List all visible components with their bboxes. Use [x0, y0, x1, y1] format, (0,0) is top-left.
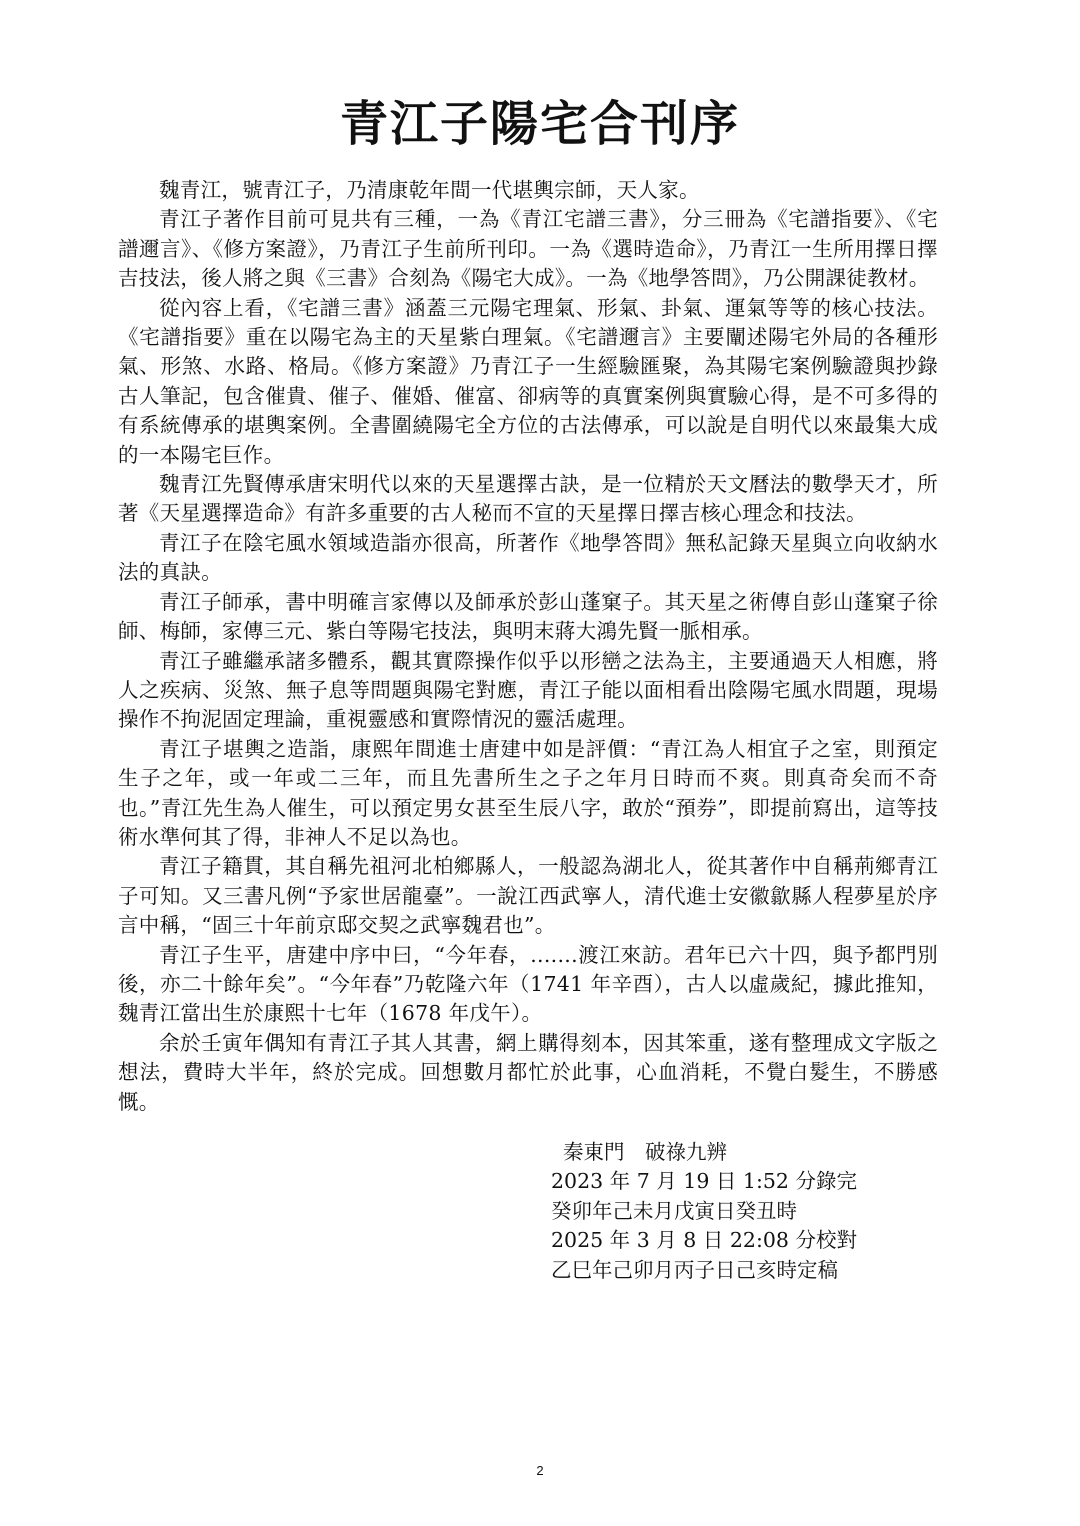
paragraph: 青江子在陰宅風水領域造詣亦很高，所著作《地學答問》無私記錄天星與立向收納水法的真訣。 — [118, 530, 938, 585]
paragraph: 青江子師承，書中明確言家傳以及師承於彭山蓬窠子。其天星之術傳自彭山蓬窠子徐師、梅師，家傳三元、紫白等陽宅技法，與明末蔣大鴻先賢一脈相承。 — [118, 589, 938, 644]
signature-ganzhi-final: 乙巳年己卯月丙子日己亥時定稿 — [551, 1257, 838, 1282]
paragraph: 青江子籍貫，其自稱先祖河北柏鄉縣人，一般認為湖北人，從其著作中自稱荊鄉青江子可知。又三書凡例“予家世居龍臺”。一說江西武寧人，清代進士安徽歙縣人程夢星於序言中稱，“固三十年前京邸交契之武寧魏君也”。 — [118, 854, 938, 938]
signature-author: 秦東門 破祿九辨 — [563, 1140, 727, 1164]
paragraph: 青江子雖繼承諸多體系，觀其實際操作似乎以形巒之法為主，主要通過天人相應，將人之疾病、災煞、無子息等問題與陽宅對應，青江子能以面相看出陰陽宅風水問題，現場操作不拘泥固定理論，重視靈感和實際情況的靈活處理。 — [118, 648, 938, 732]
paragraph: 魏青江，號青江子，乃清康乾年間一代堪輿宗師，天人家。 — [159, 178, 700, 202]
paragraph: 余於壬寅年偶知有青江子其人其書，網上購得刻本，因其笨重，遂有整理成文字版之想法，費時大半年，終於完成。回想數月都忙於此事，心血消耗，不覺白髮生，不勝感慨。 — [118, 1030, 938, 1114]
signature-block — [551, 1138, 971, 1285]
preface-body — [118, 176, 938, 1117]
page-number: 2 — [536, 1463, 544, 1478]
paragraph: 魏青江先賢傳承唐宋明代以來的天星選擇古訣，是一位精於天文曆法的數學天才，所著《天星選擇造命》有許多重要的古人秘而不宣的天星擇日擇吉核心理念和技法。 — [118, 472, 938, 526]
paragraph: 青江子堪輿之造詣，康熙年間進士唐建中如是評價：“青江為人相宜子之室，則預定生子之年，或一年或二三年，而且先書所生之子之年月日時而不爽。則真奇矣而不奇也。”青江先生為人催生，可以預定男女甚至生辰八字，敢於“預券”，即提前寫出，這等技術水準何其了得，非神人不足以為也。 — [118, 736, 938, 849]
paragraph: 從內容上看，《宅譜三書》涵蓋三元陽宅理氣、形氣、卦氣、運氣等等的核心技法。《宅譜指要》重在以陽宅為主的天星紫白理氣。《宅譜邇言》主要闡述陽宅外局的各種形氣、形煞、水路、格局。《修方案證》乃青江子一生經驗匯聚，為其陽宅案例驗證與抄錄古人筆記，包含催貴、催子、催婚、催富、卻病等的真實案例與實驗心得，是不可多得的有系統傳承的堪輿案例。全書圍繞陽宅全方位的古法傳承，可以說是自明代以來最集大成的一本陽宅巨作。 — [118, 295, 938, 467]
document-title: 青江子陽宅合刊序 — [339, 96, 740, 152]
signature-ganzhi-recorded: 癸卯年己未月戊寅日癸丑時 — [551, 1198, 797, 1223]
signature-date-proofread: 2025 年 3 月 8 日 22:08 分校對 — [551, 1228, 857, 1253]
paragraph: 青江子生平，唐建中序中曰，“今年春，.......渡江來訪。君年已六十四，與予都門別後，亦二十餘年矣”。“今年春”乃乾隆六年（1741 年辛酉），古人以虛歲紀，據此推知，魏青江當出生於康熙十七年（1678 年戊午）。 — [118, 942, 938, 1026]
paragraph: 青江子著作目前可見共有三種，一為《青江宅譜三書》，分三冊為《宅譜指要》、《宅譜邇言》、《修方案證》，乃青江子生前所刊印。一為《選時造命》，乃青江一生所用擇日擇吉技法，後人將之與《三書》合刻為《陽宅大成》。一為《地學答問》，乃公開課徒教材。 — [118, 207, 938, 291]
signature-date-recorded: 2023 年 7 月 19 日 1:52 分錄完 — [551, 1169, 857, 1194]
